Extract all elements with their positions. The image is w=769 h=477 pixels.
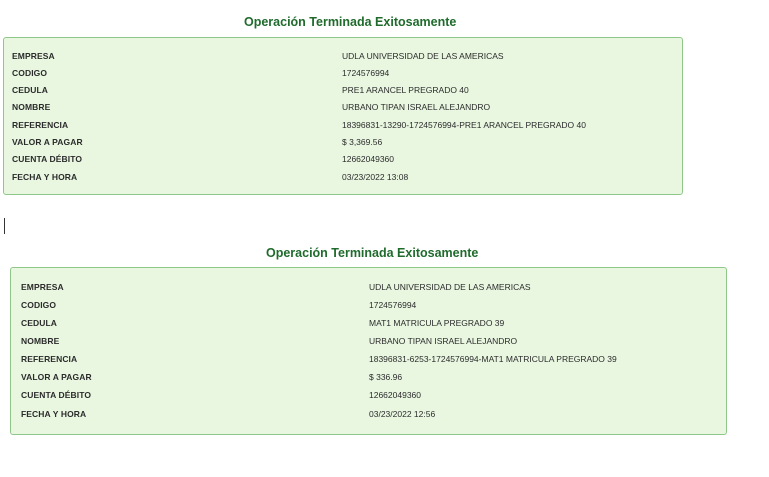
text-cursor bbox=[4, 218, 5, 234]
field-label: VALOR A PAGAR bbox=[21, 372, 92, 382]
field-row-cedula bbox=[11, 318, 726, 335]
field-row-fecha-y-hora bbox=[11, 409, 726, 426]
field-label: CEDULA bbox=[12, 85, 49, 95]
field-value: $ 336.96 bbox=[369, 372, 403, 382]
field-row-valor-a-pagar bbox=[11, 372, 726, 389]
field-label: FECHA Y HORA bbox=[12, 172, 78, 182]
field-label: CUENTA DÉBITO bbox=[21, 390, 92, 400]
field-row-referencia bbox=[11, 354, 726, 371]
field-row-fecha-y-hora bbox=[4, 172, 682, 189]
field-value: URBANO TIPAN ISRAEL ALEJANDRO bbox=[342, 102, 491, 112]
field-row-codigo bbox=[11, 300, 726, 317]
field-row-empresa bbox=[11, 282, 726, 299]
field-value: UDLA UNIVERSIDAD DE LAS AMERICAS bbox=[342, 51, 504, 61]
field-value: 1724576994 bbox=[342, 68, 390, 78]
field-row-nombre bbox=[11, 336, 726, 353]
field-row-valor-a-pagar bbox=[4, 137, 682, 154]
field-row-nombre bbox=[4, 102, 682, 119]
field-value: PRE1 ARANCEL PREGRADO 40 bbox=[342, 85, 469, 95]
field-value: 03/23/2022 12:56 bbox=[369, 409, 436, 419]
field-row-cuenta-debito bbox=[11, 390, 726, 407]
field-row-cedula bbox=[4, 85, 682, 102]
field-row-cuenta-debito bbox=[4, 154, 682, 171]
field-label: NOMBRE bbox=[12, 102, 51, 112]
field-label: VALOR A PAGAR bbox=[12, 137, 83, 147]
field-label: CEDULA bbox=[21, 318, 58, 328]
receipt-panel bbox=[3, 37, 683, 195]
receipt-panel bbox=[10, 267, 727, 435]
field-label: CUENTA DÉBITO bbox=[12, 154, 83, 164]
field-value: 03/23/2022 13:08 bbox=[342, 172, 409, 182]
field-value: 18396831-6253-1724576994-MAT1 MATRICULA PREGRADO 39 bbox=[369, 354, 617, 364]
field-value: 12662049360 bbox=[342, 154, 395, 164]
field-label: EMPRESA bbox=[21, 282, 64, 292]
field-row-empresa bbox=[4, 51, 682, 68]
field-label: CODIGO bbox=[12, 68, 48, 78]
receipt-title: Operación Terminada Exitosamente bbox=[266, 246, 479, 260]
field-label: REFERENCIA bbox=[21, 354, 78, 364]
field-value: MAT1 MATRICULA PREGRADO 39 bbox=[369, 318, 505, 328]
field-label: CODIGO bbox=[21, 300, 57, 310]
field-value: URBANO TIPAN ISRAEL ALEJANDRO bbox=[369, 336, 518, 346]
field-value: 12662049360 bbox=[369, 390, 422, 400]
field-row-referencia bbox=[4, 120, 682, 137]
field-value: UDLA UNIVERSIDAD DE LAS AMERICAS bbox=[369, 282, 531, 292]
field-value: 1724576994 bbox=[369, 300, 417, 310]
field-value: 18396831-13290-1724576994-PRE1 ARANCEL PREGRADO 40 bbox=[342, 120, 586, 130]
field-label: FECHA Y HORA bbox=[21, 409, 87, 419]
field-row-codigo bbox=[4, 68, 682, 85]
field-label: EMPRESA bbox=[12, 51, 55, 61]
field-value: $ 3,369.56 bbox=[342, 137, 383, 147]
receipt-title: Operación Terminada Exitosamente bbox=[244, 15, 457, 29]
field-label: REFERENCIA bbox=[12, 120, 69, 130]
field-label: NOMBRE bbox=[21, 336, 60, 346]
